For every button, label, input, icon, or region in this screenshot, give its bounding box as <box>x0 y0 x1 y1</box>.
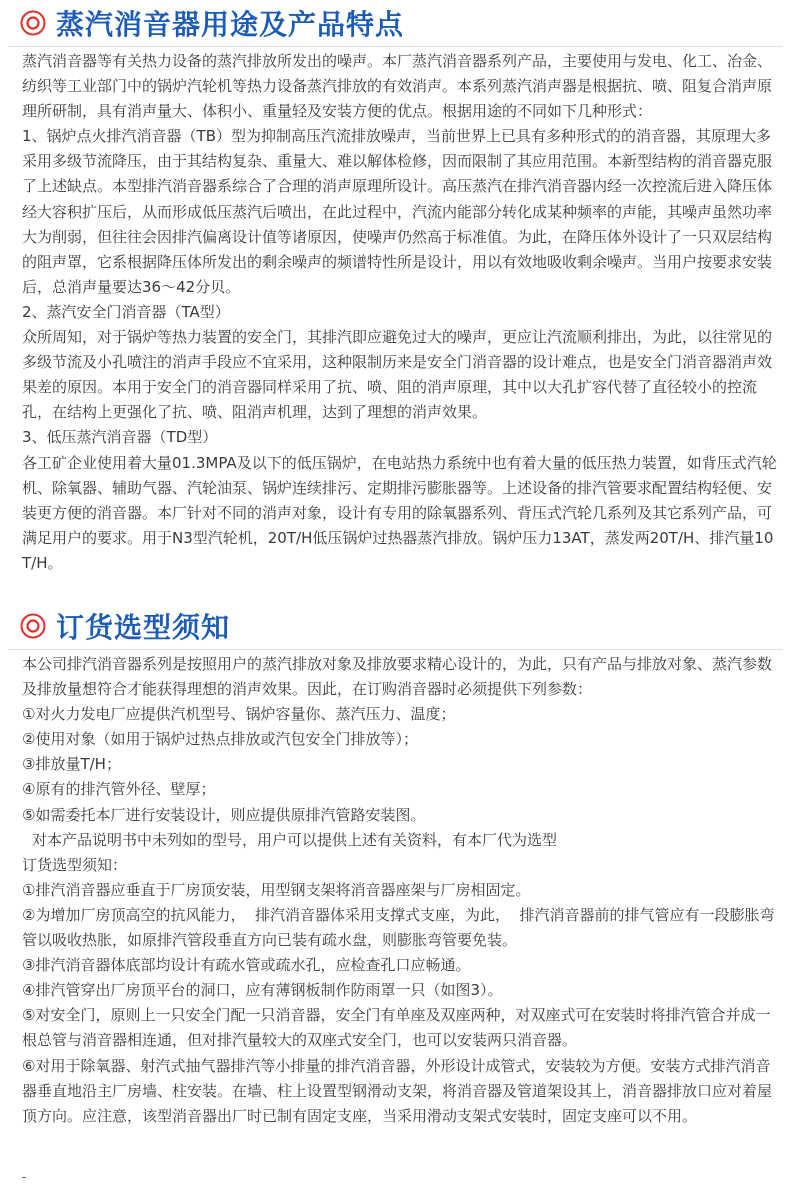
section-title: 订货选型须知 <box>56 611 231 644</box>
section-body <box>0 650 790 1129</box>
section-heading <box>8 0 782 47</box>
section-body <box>0 47 790 576</box>
section-usage-features <box>0 0 790 576</box>
double-circle-icon <box>20 10 46 36</box>
section-heading <box>8 603 782 650</box>
section-title: 蒸汽消音器用途及产品特点 <box>56 8 405 41</box>
subheading-installation: 订货选型须知： <box>22 855 128 874</box>
subheading-ta-type: 2、蒸汽安全门消音器（TA型） <box>22 302 230 321</box>
list-item: ④排汽管穿出厂房顶平台的洞口，应有薄钢板制作防雨罩一只（如图3）。 <box>22 981 503 1000</box>
paragraph-custom-models: 对本产品说明书中未列如的型号，用户可以提供上述有关资料，有本厂代为选型 <box>32 830 558 849</box>
section-ordering <box>0 603 790 1129</box>
paragraph-ordering-intro: 本公司排汽消音器系列是按照用户的蒸汽排放对象及排放要求精心设计的，为此，只有产品与排放对象、蒸汽参数及排放量想符合才能获得理想的消声效果。因此，在订购消音器时必须提供下列参数： <box>22 655 773 699</box>
list-item: ②为增加厂房顶高空的抗风能力， 排汽消音器体采用支撑式支座，为此， 排汽消音器前的排气管应有一段膨胀弯管以吸收热胀，如原排汽管段垂直方向已装有疏水盘，则膨胀弯管要免装。 <box>22 905 775 950</box>
paragraph-intro: 蒸汽消音器等有关热力设备的蒸汽排放所发出的噪声。本厂蒸汽消音器系列产品，主要使用与发电、化工、冶金、纺织等工业部门中的锅炉汽轮机等热力设备蒸汽排放的有效消声。本系列蒸汽消声器是根据抗、喷、阻复合消声原理所研制，具有消声量大、体积小、重量轻及安装方便的优点。根据用途的不同如下几种形式： <box>22 52 773 121</box>
list-item: ③排放量T/H； <box>22 755 121 774</box>
list-item: ⑥对用于除氧器、射汽式抽气器排汽等小排量的排汽消音器，外形设计成管式，安装较为方便。安装方式排汽消音器垂直地沿主厂房墙、柱安装。在墙、柱上设置型钢滑动支架，将消音器及管道架设其上，消音器排放口应对着屋顶方向。应注意，该型消音器出厂时已制有固定支座，当采用滑动支架式安装时，固定支座可以不用。 <box>22 1056 773 1125</box>
list-item: ⑤对安全门，原则上一只安全门配一只消音器，安全门有单座及双座两种，对双座式可在安装时将排汽管合并成一根总管与消音器相连通，但对排汽量较大的双座式安全门，也可以安装两只消音器。 <box>22 1006 771 1050</box>
double-circle-icon <box>20 613 46 639</box>
subheading-td-type: 3、低压蒸汽消音器（TD型） <box>22 428 218 447</box>
list-item: ③排汽消音器体底部均设计有疏水管或疏水孔，应检查孔口应畅通。 <box>22 956 471 975</box>
list-item: ⑤如需委托本厂进行安装设计，则应提供原排汽管路安装图。 <box>22 805 426 824</box>
paragraph-ta-type: 众所周知，对于锅炉等热力装置的安全门，其排汽即应避免过大的噪声，更应让汽流顺利排出，为此，以往常见的多级节流及小孔喷注的消声手段应不宜采用，这种限制历来是安全门消音器的设计难点，也是安全门消音器消声效果差的原因。本用于安全门的消音器同样采用了抗、喷、阻的消声原理，其中以大孔扩容代替了直径较小的控流孔，在结构上更强化了抗、喷、阻消声机理，达到了理想的消声效果。 <box>22 328 773 422</box>
list-item: ②使用对象（如用于锅炉过热点排放或汽包安全门排放等）； <box>22 730 418 749</box>
list-item: ①排汽消音器应垂直于厂房顶安装，用型钢支架将消音器座架与厂房相固定。 <box>22 880 531 899</box>
list-item: ④原有的排汽管外径、壁厚； <box>22 780 216 799</box>
divider <box>22 1177 26 1178</box>
paragraph-tb-type: 1、锅炉点火排汽消音器（TB）型为抑制高压汽流排放噪声，当前世界上已具有多种形式的的消音器，其原理大多采用多级节流降压，由于其结构复杂、重量大、难以解体检修，因而限制了其应用范围。本新型结构的消音器克服了上述缺点。本型排汽消音器系综合了合理的消声原理所设计。高压蒸汽在排汽消音器内经一次控流后进入降压体经大容积扩压后，从而形成低压蒸汽后喷出，在此过程中，汽流内能部分转化成某种频率的声能，其噪声虽然功率大为削弱，但往往会因排汽偏离设计值等诸原因，使噪声仍然高于标准值。为此，在降压体外设计了一只双层结构的阻声罩，它系根据降压体所发出的剩余噪声的频谱特性所是设计，用以有效地吸收剩余噪声。当用户按要求安装后，总消声量要达36～42分贝。 <box>22 127 773 296</box>
list-item: ①对火力发电厂应提供汽机型号、锅炉容量你、蒸汽压力、温度； <box>22 705 456 724</box>
paragraph-td-type: 各工矿企业使用着大量01.3MPA及以下的低压锅炉，在电站热力系统中也有着大量的低压热力装置，如背压式汽轮机、除氧器、辅助气器、汽轮油泵、锅炉连续排污、定期排污膨胀器等。上述设备的排汽管要求配置结构轻便、安装更方便的消音器。本厂针对不同的消声对象，设计有专用的除氧器系列、背压式汽轮几系列及其它系列产品，可满足用户的要求。用于N3型汽轮机，20T/H低压锅炉过热器蒸汽排放。锅炉压力13AT，蒸发两20T/H、排汽量10T/H。 <box>22 453 777 572</box>
